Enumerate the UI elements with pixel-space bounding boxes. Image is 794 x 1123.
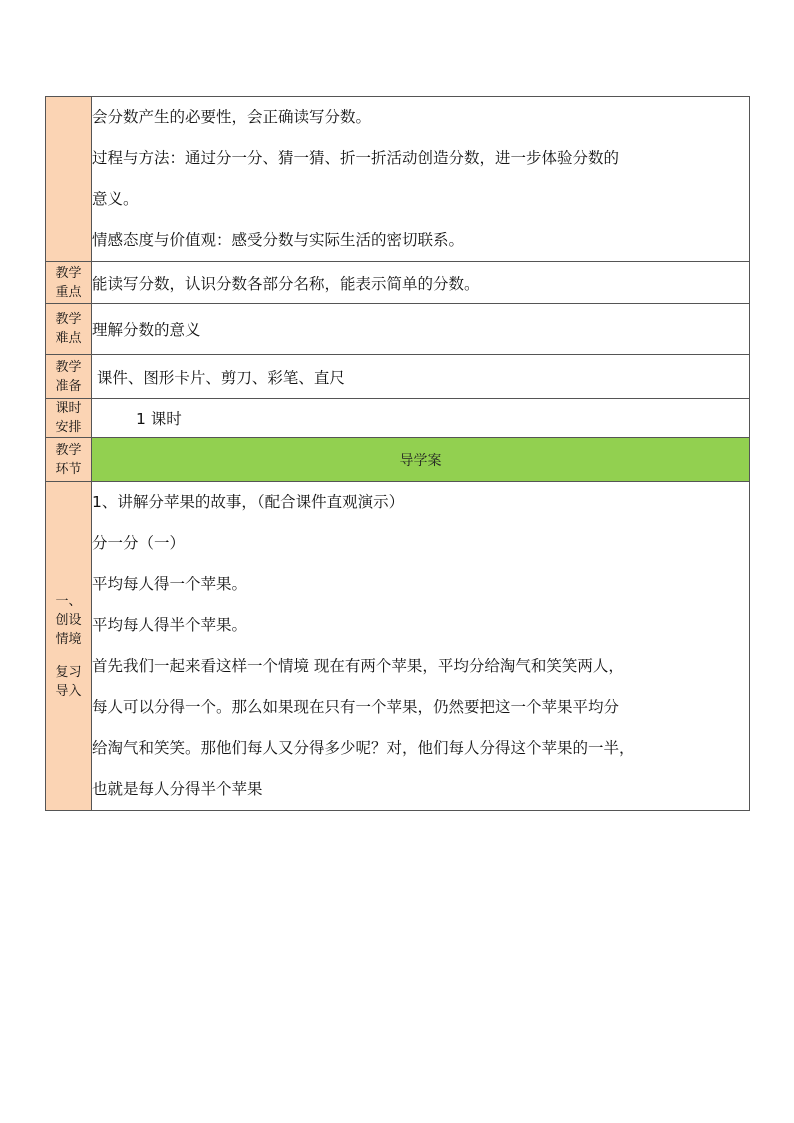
schedule-label (46, 399, 92, 438)
link-row (46, 438, 750, 482)
label-top: 课时 (55, 401, 82, 416)
intro-line: 平均每人得一个苹果。 (92, 575, 248, 593)
label-top: 教学 (55, 312, 82, 327)
schedule-text: 1 课时 (92, 399, 750, 438)
intro-line: 1、讲解分苹果的故事，（配合课件直观演示） (92, 493, 405, 511)
link-label (46, 438, 92, 482)
objectives-cell (92, 97, 750, 262)
objectives-row (46, 97, 750, 262)
intro-content (92, 482, 750, 811)
intro-line: 首先我们一起来看这样一个情境 现在有两个苹果，平均分给淘气和笑笑两人， (92, 657, 624, 675)
objective-line: 会分数产生的必要性，会正确读写分数。 (92, 108, 372, 126)
intro-line: 平均每人得半个苹果。 (92, 616, 248, 634)
preparation-row (46, 355, 750, 399)
key-point-row (46, 262, 750, 304)
intro-line: 分一分（一） (92, 534, 186, 552)
intro-label-line: 创设 (55, 612, 82, 628)
label-top: 教学 (55, 359, 82, 375)
difficulty-text: 理解分数的意义 (92, 304, 750, 355)
key-point-text: 能读写分数，认识分数各部分名称，能表示简单的分数。 (92, 262, 750, 304)
preparation-label (46, 355, 92, 399)
preparation-text: 课件、图形卡片、剪刀、彩笔、直尺 (92, 355, 750, 399)
difficulty-label (46, 304, 92, 355)
label-spacer (46, 649, 91, 663)
objectives-label-cell (46, 97, 92, 262)
intro-line: 每人可以分得一个。那么如果现在只有一个苹果，仍然要把这一个苹果平均分 (92, 698, 620, 716)
label-bottom: 环节 (55, 461, 82, 477)
intro-label-line: 情境 (55, 631, 82, 647)
intro-label (46, 482, 92, 811)
label-bottom: 重点 (55, 284, 82, 300)
intro-label-line: 复习 (55, 664, 82, 680)
key-point-label (46, 262, 92, 304)
label-top: 教学 (55, 442, 82, 458)
label-top: 教学 (55, 265, 82, 281)
intro-label-line: 导入 (55, 683, 82, 699)
difficulty-row (46, 304, 750, 355)
intro-line: 也就是每人分得半个苹果 (92, 780, 263, 798)
intro-label-line: 一、 (55, 593, 82, 609)
intro-line: 给淘气和笑笑。那他们每人又分得多少呢？对，他们每人分得这个苹果的一半， (92, 739, 635, 757)
objective-line: 情感态度与价值观：感受分数与实际生活的密切联系。 (92, 231, 465, 249)
lesson-plan-table (45, 96, 750, 811)
link-banner: 导学案 (92, 438, 750, 482)
objective-line: 意义。 (92, 190, 139, 208)
label-bottom: 难点 (55, 331, 82, 346)
intro-row (46, 482, 750, 811)
label-bottom: 准备 (55, 378, 82, 394)
schedule-row (46, 399, 750, 438)
objective-line: 过程与方法：通过分一分、猜一猜、折一折活动创造分数，进一步体验分数的 (92, 149, 620, 167)
label-bottom: 安排 (55, 420, 82, 435)
